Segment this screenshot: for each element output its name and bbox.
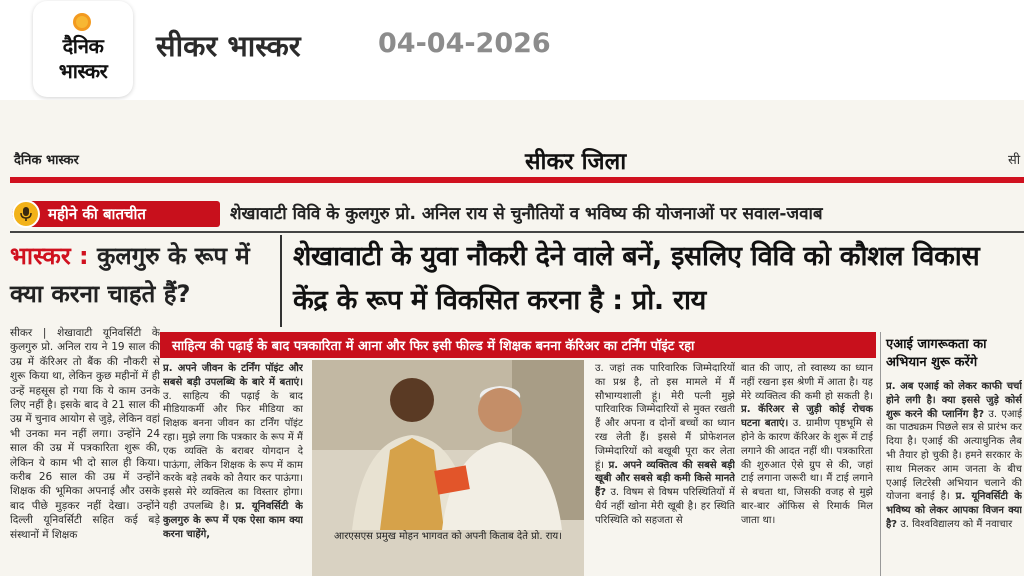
dainik-bhaskar-logo[interactable] <box>33 1 133 97</box>
question-headline <box>10 237 278 313</box>
logo-line2: भास्कर <box>58 59 108 83</box>
masthead <box>0 144 1024 175</box>
strap-label <box>12 201 220 227</box>
answer: उ. साहित्य की पढ़ाई के बाद मीडियाकर्मी और फिर मीडिया का शिक्षक बनना जीवन का टर्निंग पॉइंट रहा। मुझे लगा कि पत्रकार के रूप में मैं एक व्यक्ति के बराबर योगदान दे पाऊंगा, लेकिन शिक्षक के रूप में काम करके बड़े तबके को तैयार कर पाऊंगा। इससे मेरे व्यक्तित्व का विस्तार होगा। यही उपलब्धि है। <box>163 390 303 512</box>
answer: उ. जहां तक पारिवारिक जिम्मेदारियों का प्रश्न है, तो इस मामले में मैं सौभाग्यशाली हूं। मेरी पत्नी मुझे पारिवारिक जिम्मेदारियों से मुक्त रखती हैं और अपना व दोनों बच्चों का ध्यान रख लेती हैं। इससे मैं प्रोफेशनल जिम्मेदारियों को बखूबी पूरा कर लेता हूं। <box>595 363 735 471</box>
question: प्र. अपने जीवन के टर्निंग पॉइंट और सबसे बड़ी उपलब्धि के बारे में बताएं। <box>163 363 303 388</box>
subheadline-banner: साहित्य की पढ़ाई के बाद पत्रकारिता में आना और फिर इसी फील्ड में शिक्षक बनना कॅरिअर का टर्निंग पॉइंट रहा <box>160 332 876 358</box>
side-headline: एआई जागरूकता का अभियान शुरू करेंगे <box>886 337 987 370</box>
edition-title[interactable]: सीकर भास्कर <box>156 29 301 63</box>
photo-caption: आरएसएस प्रमुख मोहन भागवत को अपनी किताब देते प्रो. राय। <box>333 531 563 542</box>
answer: उ. एआई का पाठ्यक्रम पिछले सत्र से प्रारंभ कर दिया है। एआई की अत्याधुनिक लैब भी तैयार हो चुकी है। हमने सरकार के साथ मिलकर आम जनता के बीच एआई लिटरेसी अभियान चलाने की योजना बनाई है। <box>886 408 1022 503</box>
photo-illustration <box>312 360 584 576</box>
article-column-3 <box>595 362 735 576</box>
question-text: कुलगुरु के रूप में क्या करना चाहते हैं? <box>10 242 250 308</box>
microphone-icon <box>12 200 40 228</box>
page-section-title: सीकर जिला <box>525 149 627 175</box>
question: प्र. यूनिवर्सिटी के भविष्य को लेकर आपका विजन क्या है? <box>886 491 1022 530</box>
masthead-right: सी <box>1008 153 1021 168</box>
news-photo[interactable] <box>312 360 584 576</box>
strap-headline: शेखावाटी विवि के कुलगुरु प्रो. अनिल राय से चुनौतियों व भविष्य की योजनाओं पर सवाल-जवाब <box>230 204 823 224</box>
divider <box>10 231 1024 233</box>
vertical-divider <box>280 235 282 327</box>
answer: उ. विश्वविद्यालय को मैं नवाचार <box>900 518 1013 530</box>
masthead-left: दैनिक भास्कर <box>14 153 79 168</box>
newspaper-page <box>0 100 1024 576</box>
article-column-5 <box>886 380 1022 576</box>
app-header <box>0 0 1024 100</box>
article-column-1: सीकर | शेखावाटी यूनिवर्सिटी के कुलगुरु प्रो. अनिल राय ने 19 साल की उम्र में कॅरिअर तो बैंक की नौकरी से शुरू किया था, लेकिन कुछ महीनों में ही उन्हें महसूस हो गया कि ये काम उनके लिए नहीं है। इसके बाद वे 21 साल की उम्र में चुनाव आयोग से जुड़े, लेकिन वहां भी उनका मन नहीं लगा। उन्होंने 24 साल की उम्र में पत्रकारिता शुरू की, लेकिन ये काम भी दो साल ही किया। करीब 26 साल की उम्र में उन्होंने शिक्षक की भूमिका अपनाई और उसके बाद पीछे मुड़कर नहीं देखा। उन्होंने दिल्ली यूनिवर्सिटी सहित कई बड़े संस्थानों में शिक्षक <box>10 327 160 541</box>
question: प्र. अपने व्यक्तित्व की सबसे बड़ी खूबी और सबसे बड़ी कमी किसे मानते हैं? <box>595 459 735 499</box>
column-divider <box>880 332 881 576</box>
main-headline: शेखावाटी के युवा नौकरी देने वाले बनें, इसलिए विवि को कौशल विकास केंद्र के रूप में विकसित करना है : प्रो. राय <box>293 241 980 316</box>
strap-text: महीने की बातचीत <box>48 205 146 223</box>
sun-icon <box>68 6 96 34</box>
red-divider <box>10 177 1024 183</box>
answer: उ. ग्रामीण पृष्ठभूमि से होने के कारण कॅरिअर के शुरू में टाई लगाने की आदत नहीं थी। पत्रकारिता की शुरुआत ऐसे ग्रुप से की, जहां टाई लगाना जरूरी था। मैं टाई लगाने से बचता था, जिसकी वजह से मुझे बार-बार ऑफिस से रिमार्क मिल जाता था। <box>741 418 873 526</box>
question: प्र. यूनिवर्सिटी के कुलगुरु के रूप में एक ऐसा काम क्या करना चाहेंगे, <box>163 500 303 540</box>
question: प्र. अब एआई को लेकर काफी चर्चा होने लगी है। क्या इससे जुड़े कोर्स शुरू करने की प्लानिंग है? <box>886 381 1022 420</box>
article-column-2 <box>163 362 303 576</box>
question-prefix: भास्कर : <box>10 242 89 270</box>
answer: उ. विषम से विषम परिस्थितियों में धैर्य नहीं खोना मेरी खूबी है। हर स्थिति परिस्थिति को सहजता से <box>595 487 735 526</box>
question: प्र. कॅरिअर से जुड़ी कोई रोचक घटना बताएं। <box>741 404 873 430</box>
edition-date[interactable]: 04-04-2026 <box>378 28 551 59</box>
answer: बात की जाए, तो स्वास्थ्य का ध्यान नहीं रखना इस श्रेणी में आता है। यह मेरे व्यक्तित्व की कमी हो सकती है। <box>741 363 873 402</box>
logo-line1: दैनिक <box>62 34 104 58</box>
article-column-4 <box>741 362 873 576</box>
